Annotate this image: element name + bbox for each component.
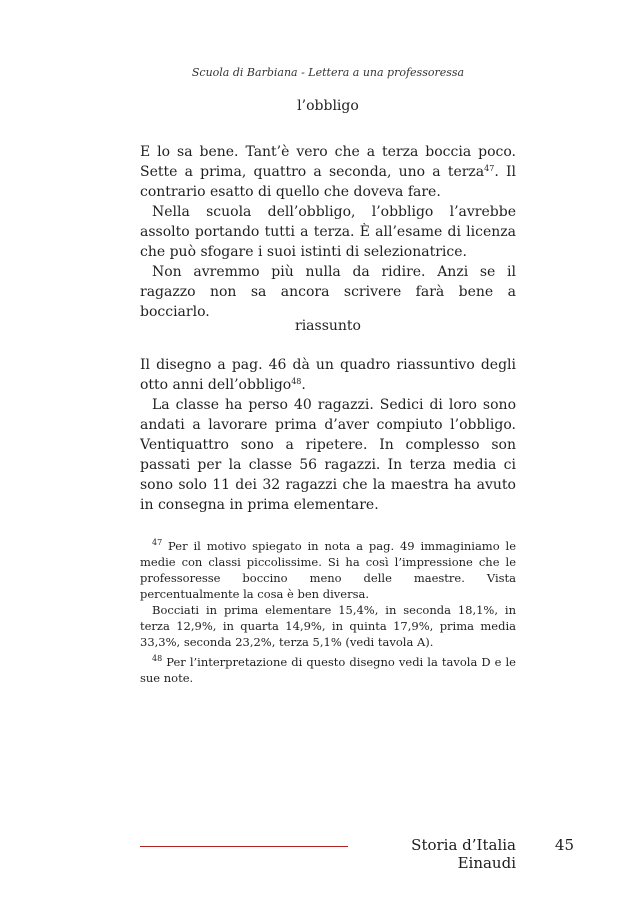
- footer-rule: [140, 846, 348, 847]
- footnote-text: Per l’interpretazione di questo disegno vedi la tavola D e le sue note.: [140, 655, 516, 685]
- paragraph-text: Non avremmo più nulla da ridire. Anzi se il ragazzo non sa ancora scrivere farà bene a bocciarlo.: [140, 264, 516, 320]
- paragraph-text: . Il contrario esatto di quello che doveva fare.: [140, 164, 516, 200]
- footnote-text: Bocciati in prima elementare 15,4%, in seconda 18,1%, in terza 12,9%, in quarta 14,9%, in quinta 17,9%, prima media 33,3%, seconda 23,2%, terza 5,1% (vedi tavola A).: [140, 603, 516, 649]
- footnote-ref-47[interactable]: 47: [484, 164, 495, 173]
- footnote-47-continued: [140, 602, 516, 650]
- paragraph: [140, 262, 516, 322]
- paragraph-text: .: [301, 377, 306, 393]
- footnote-text: Per il motivo spiegato in nota a pag. 49 immaginiamo le medie con classi piccolissime. Si ha così l’impressione che le professoresse boccino meno delle maestre. Vista percentualmente la cosa è ben diversa.: [140, 539, 516, 601]
- paragraph: [140, 395, 516, 515]
- footnote-48: [140, 654, 516, 686]
- paragraph: [140, 355, 516, 395]
- paragraph-text: La classe ha perso 40 ragazzi. Sedici di loro sono andati a lavorare prima d’aver compiuto l’obbligo. Ventiquattro sono a ripetere. In complesso son passati per la classe 56 ragazzi. In terza media ci sono solo 11 dei 32 ragazzi che la maestra ha avuto in consegna in prima elementare.: [140, 397, 516, 513]
- footer-brand: Storia d’Italia Einaudi: [411, 836, 516, 872]
- page-number: 45: [554, 836, 574, 854]
- running-head: Scuola di Barbiana - Lettera a una professoressa: [191, 66, 465, 79]
- section-body-obbligo: [140, 142, 516, 322]
- paragraph-text: Nella scuola dell’obbligo, l’obbligo l’avrebbe assolto portando tutti a terza. È all’esame di licenza che può sfogare i suoi istinti di selezionatrice.: [140, 204, 516, 260]
- paragraph-text: E lo sa bene. Tant’è vero che a terza boccia poco. Sette a prima, quattro a seconda, uno a terza: [140, 144, 516, 180]
- footnote-47: [140, 538, 516, 602]
- paragraph-text: Il disegno a pag. 46 dà un quadro riassuntivo degli otto anni dell’obbligo: [140, 357, 516, 393]
- footnote-number: 47: [152, 538, 163, 547]
- footnote-ref-48[interactable]: 48: [291, 377, 302, 386]
- section-title-riassunto: riassunto: [295, 318, 361, 334]
- footnote-number: 48: [152, 654, 163, 663]
- section-title-obbligo: l’obbligo: [297, 98, 359, 114]
- paragraph: [140, 202, 516, 262]
- section-body-riassunto: [140, 355, 516, 515]
- paragraph: [140, 142, 516, 202]
- footnotes: [140, 538, 516, 686]
